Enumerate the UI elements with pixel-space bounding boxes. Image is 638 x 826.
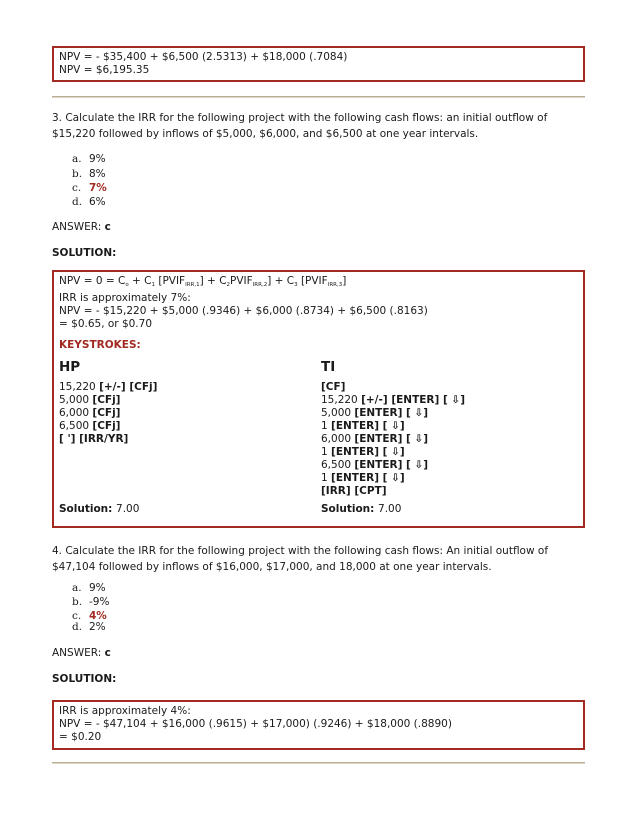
option-a: a. 9% [72, 582, 106, 594]
npv-calc-line: NPV = - $35,400 + $6,500 (2.5313) + $18,000 (.7084) [59, 51, 348, 63]
solution-heading: SOLUTION: [52, 673, 117, 685]
hp-column [59, 359, 321, 498]
hp-solution: Solution: 7.00 [59, 503, 140, 515]
npv-check-line: NPV = - $15,220 + $5,000 (.9346) + $6,000 (.8734) + $6,500 (.8163) [59, 305, 428, 317]
question-3: 3. Calculate the IRR for the following project with the following cash flows: an initial outflow of $15,220 followed by inflows of $5,000, $6,000, and $6,500 at one year intervals. [52, 112, 548, 140]
question-4: 4. Calculate the IRR for the following project with the following cash flows: An initial outflow of $47,104 followed by inflows of $16,000, $17,000, and 18,000 at one year intervals. [52, 545, 549, 573]
npv-result-line: = $0.20 [59, 731, 102, 743]
keystroke-columns [59, 359, 578, 498]
ti-row: 1 [ENTER] [ ⇩] [321, 420, 405, 432]
ti-row: [IRR] [CPT] [321, 485, 387, 497]
hp-row: 6,000 [CFj] [59, 407, 121, 419]
irr-approx-line: IRR is approximately 4%: [59, 705, 191, 717]
ti-row: 6,500 [ENTER] [ ⇩] [321, 459, 429, 471]
solution-row [59, 503, 578, 516]
irr-approx-line: IRR is approximately 7%: [59, 292, 191, 304]
irr-solution-box [52, 700, 585, 750]
ti-column [321, 359, 465, 498]
hp-heading: HP [59, 359, 81, 375]
irr-solution-box [52, 270, 585, 528]
option-b: b. -9% [72, 596, 110, 608]
hp-row: 5,000 [CFj] [59, 394, 121, 406]
npv-result-line: NPV = $6,195.35 [59, 64, 150, 76]
ti-solution: Solution: 7.00 [321, 503, 402, 515]
npv-result-box [52, 46, 585, 82]
hp-row: 15,220 [+/-] [CFj] [59, 381, 158, 393]
separator-line [52, 762, 585, 764]
option-d: d. 6% [72, 196, 106, 208]
option-a: a. 9% [72, 153, 106, 165]
hp-row: 6,500 [CFj] [59, 420, 121, 432]
option-c: c. 4% [72, 610, 107, 622]
solution-heading: SOLUTION: [52, 247, 117, 259]
keystrokes-heading: KEYSTROKES: [59, 339, 141, 351]
ti-row: 6,000 [ENTER] [ ⇩] [321, 433, 429, 445]
hp-row: [ '] [IRR/YR] [59, 433, 129, 445]
separator-line [52, 96, 585, 98]
answer-line: ANSWER: c [52, 221, 111, 233]
ti-heading: TI [321, 359, 336, 375]
ti-row: 15,220 [+/-] [ENTER] [ ⇩] [321, 394, 466, 406]
option-d: d. 2% [72, 621, 106, 633]
option-c: c. 7% [72, 182, 107, 194]
ti-row: 5,000 [ENTER] [ ⇩] [321, 407, 429, 419]
ti-row: [CF] [321, 381, 346, 393]
npv-check-line: NPV = - $47,104 + $16,000 (.9615) + $17,000) (.9246) + $18,000 (.8890) [59, 718, 452, 730]
npv-formula: NPV = $0 = C_o + C_1$ $[PVIF_{IRR,1}]$ + $C_2PVIF_{IRR,2}] + C_3$ $[PVIF_{IRR,3}]$ [59, 275, 347, 288]
ti-row: 1 [ENTER] [ ⇩] [321, 446, 405, 458]
npv-result-line: = $0.65, or $0.70 [59, 318, 153, 330]
answer-line: ANSWER: c [52, 647, 111, 659]
option-b: b. 8% [72, 168, 106, 180]
ti-row: 1 [ENTER] [ ⇩] [321, 472, 405, 484]
